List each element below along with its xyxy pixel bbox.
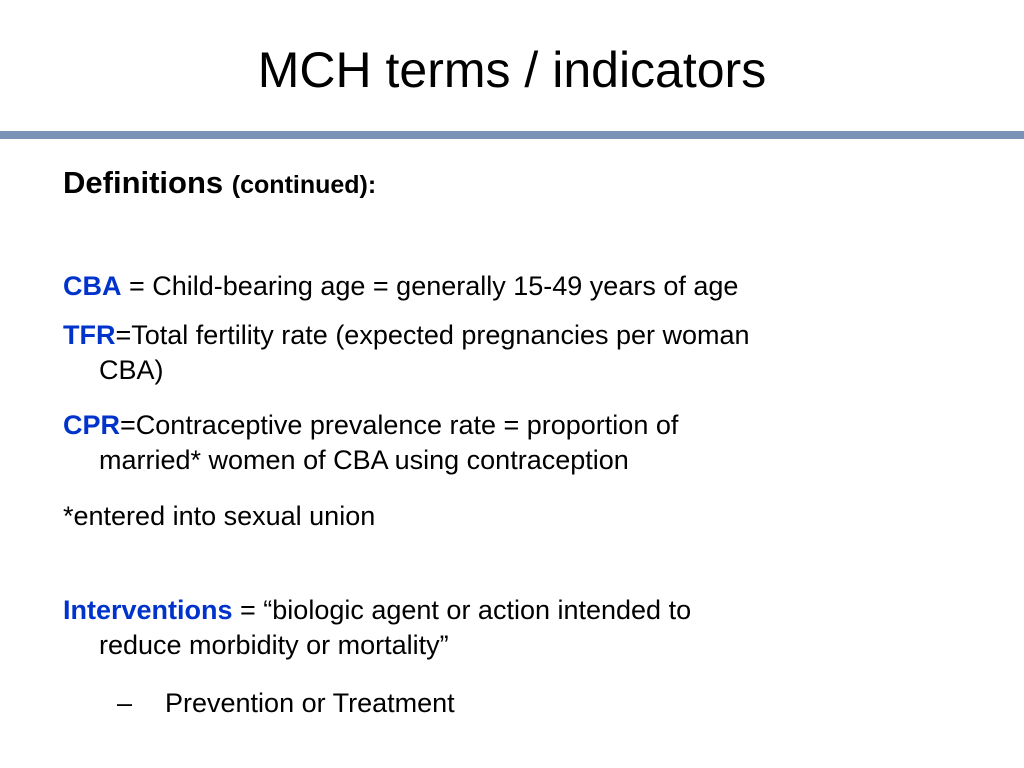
section-heading-sub: (continued): (231, 171, 377, 199)
term-interventions: Interventions (63, 595, 233, 625)
definition-cpr-continuation: married* women of CBA using contraception (99, 445, 629, 475)
footnote: *entered into sexual union (63, 501, 376, 531)
definition-cpr (63, 408, 963, 478)
sub-bullet-dash: – (117, 688, 133, 718)
definition-cpr-text: =Contraceptive prevalence rate = proportion of (120, 410, 679, 440)
definition-cba-text: = Child-bearing age = generally 15-49 years of age (121, 271, 739, 301)
slide-title: MCH terms / indicators (257, 42, 767, 98)
definition-interventions-continuation: reduce morbidity or mortality” (99, 630, 449, 660)
definition-cba (63, 269, 963, 304)
sub-bullet-prevention (117, 686, 455, 721)
definition-tfr-continuation: CBA) (99, 355, 164, 385)
term-cba: CBA (63, 271, 122, 301)
definition-interventions (63, 593, 963, 663)
section-heading (63, 163, 376, 205)
definition-tfr (63, 318, 963, 388)
definition-tfr-text: =Total fertility rate (expected pregnancies per woman (115, 320, 750, 350)
term-tfr: TFR (63, 320, 116, 350)
section-heading-main: Definitions (63, 165, 224, 200)
sub-bullet-text: Prevention or Treatment (165, 688, 455, 718)
definition-interventions-text: = “biologic agent or action intended to (232, 595, 692, 625)
term-cpr: CPR (63, 410, 121, 440)
